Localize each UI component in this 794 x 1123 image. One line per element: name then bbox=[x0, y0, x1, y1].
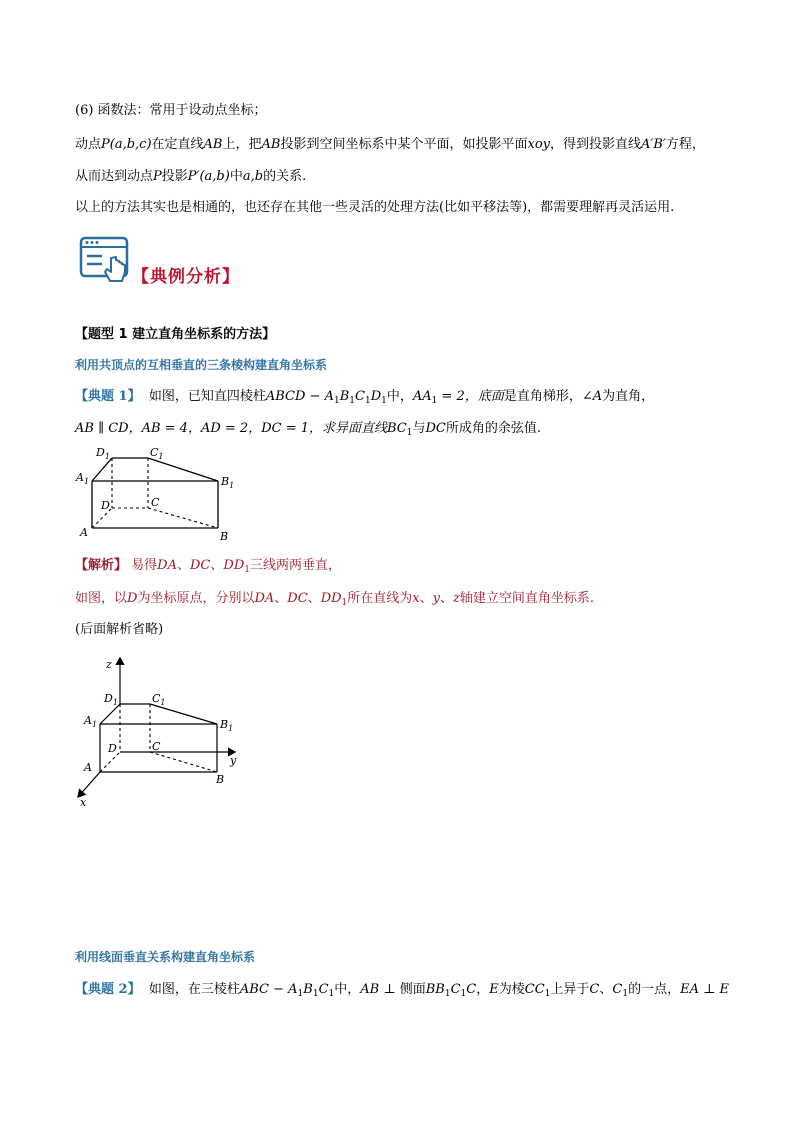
figure2-label-d1: $D_1$ bbox=[104, 692, 118, 707]
figure2-label-c: C bbox=[152, 740, 161, 753]
solution1-omitted: (后面解析省略) bbox=[75, 622, 164, 637]
solution1-tag: 【解析】 bbox=[75, 558, 128, 573]
method-6-line: (6) 函数法：常用于设动点坐标； bbox=[75, 103, 267, 118]
click-window-icon bbox=[78, 234, 136, 292]
solution1-line2: 如图，以D为坐标原点，分别以DA、DC、$DD_1$所在直线为x、y、z轴建立空间直角坐标系. bbox=[75, 591, 595, 608]
figure1-label-c1: $C_1$ bbox=[150, 446, 164, 461]
figure1-label-c: C bbox=[151, 496, 160, 509]
methods-summary-line: 以上的方法其实也是相通的，也还存在其他一些灵活的处理方法(比如平移法等)，都需要理解再灵活运用. bbox=[75, 200, 675, 215]
solution1-line1: 【解析】 易得DA、DC、$DD_1$三线两两垂直， bbox=[75, 558, 341, 575]
example-analysis-banner: 【典例分析】 bbox=[132, 267, 240, 287]
example1-line1: 【典题 1】 如图，已知直四棱柱ABCD − $A_1B_1C_1D_1$中，$AA_1 = 2$，底面是直角梯形，∠A为直角， bbox=[75, 389, 655, 406]
example1-line2: AB ∥ CD，AB = 4，AD = 2，DC = 1，求异面直线$BC_1$与DC所成角的余弦值. bbox=[75, 421, 542, 438]
subtitle-common-vertex: 利用共顶点的互相垂直的三条棱构建直角坐标系 bbox=[75, 358, 328, 372]
subtitle-line-plane: 利用线面垂直关系构建直角坐标系 bbox=[75, 950, 256, 964]
figure2-label-d: D bbox=[108, 742, 117, 755]
figure2-label-a1: $A_1$ bbox=[84, 714, 98, 729]
figure1-label-b1: $B_1$ bbox=[221, 475, 235, 490]
figure2-label-z: z bbox=[106, 658, 112, 671]
figure2-label-b1: $B_1$ bbox=[220, 718, 234, 733]
example1-tag: 【典题 1】 bbox=[75, 389, 141, 404]
figure1-label-a1: $A_1$ bbox=[76, 471, 90, 486]
figure2-label-x: x bbox=[80, 796, 87, 809]
figure1-label-b: B bbox=[220, 530, 229, 543]
method-6-detail-line2: 从而达到动点P投影P′(a,b)中a,b的关系. bbox=[75, 169, 307, 184]
example2-line1: 【典题 2】 如图，在三棱柱ABC − $A_1B_1C_1$中，AB ⊥ 侧面$BB_1C_1C$，E为棱$CC_1$上异于C、$C_1$的一点，EA ⊥ E bbox=[75, 982, 729, 999]
coordinate-prism-figure bbox=[70, 652, 250, 810]
figure2-label-c1: $C_1$ bbox=[152, 692, 166, 707]
figure1-label-d: D bbox=[101, 499, 110, 512]
figure1-label-d1: $D_1$ bbox=[96, 446, 110, 461]
example2-tag: 【典题 2】 bbox=[75, 982, 141, 997]
figure2-label-b: B bbox=[216, 773, 225, 786]
prism-figure bbox=[72, 440, 242, 548]
figure2-label-a: A bbox=[84, 761, 92, 774]
figure1-label-a: A bbox=[80, 526, 88, 539]
method-6-detail-line1: 动点P(a,b,c)在定直线AB上，把AB投影到空间坐标系中某个平面，如投影平面xoy，得到投影直线A′B′方程， bbox=[75, 137, 705, 152]
figure2-label-y: y bbox=[230, 754, 237, 767]
section-title: 【题型 1 建立直角坐标系的方法】 bbox=[75, 327, 276, 342]
